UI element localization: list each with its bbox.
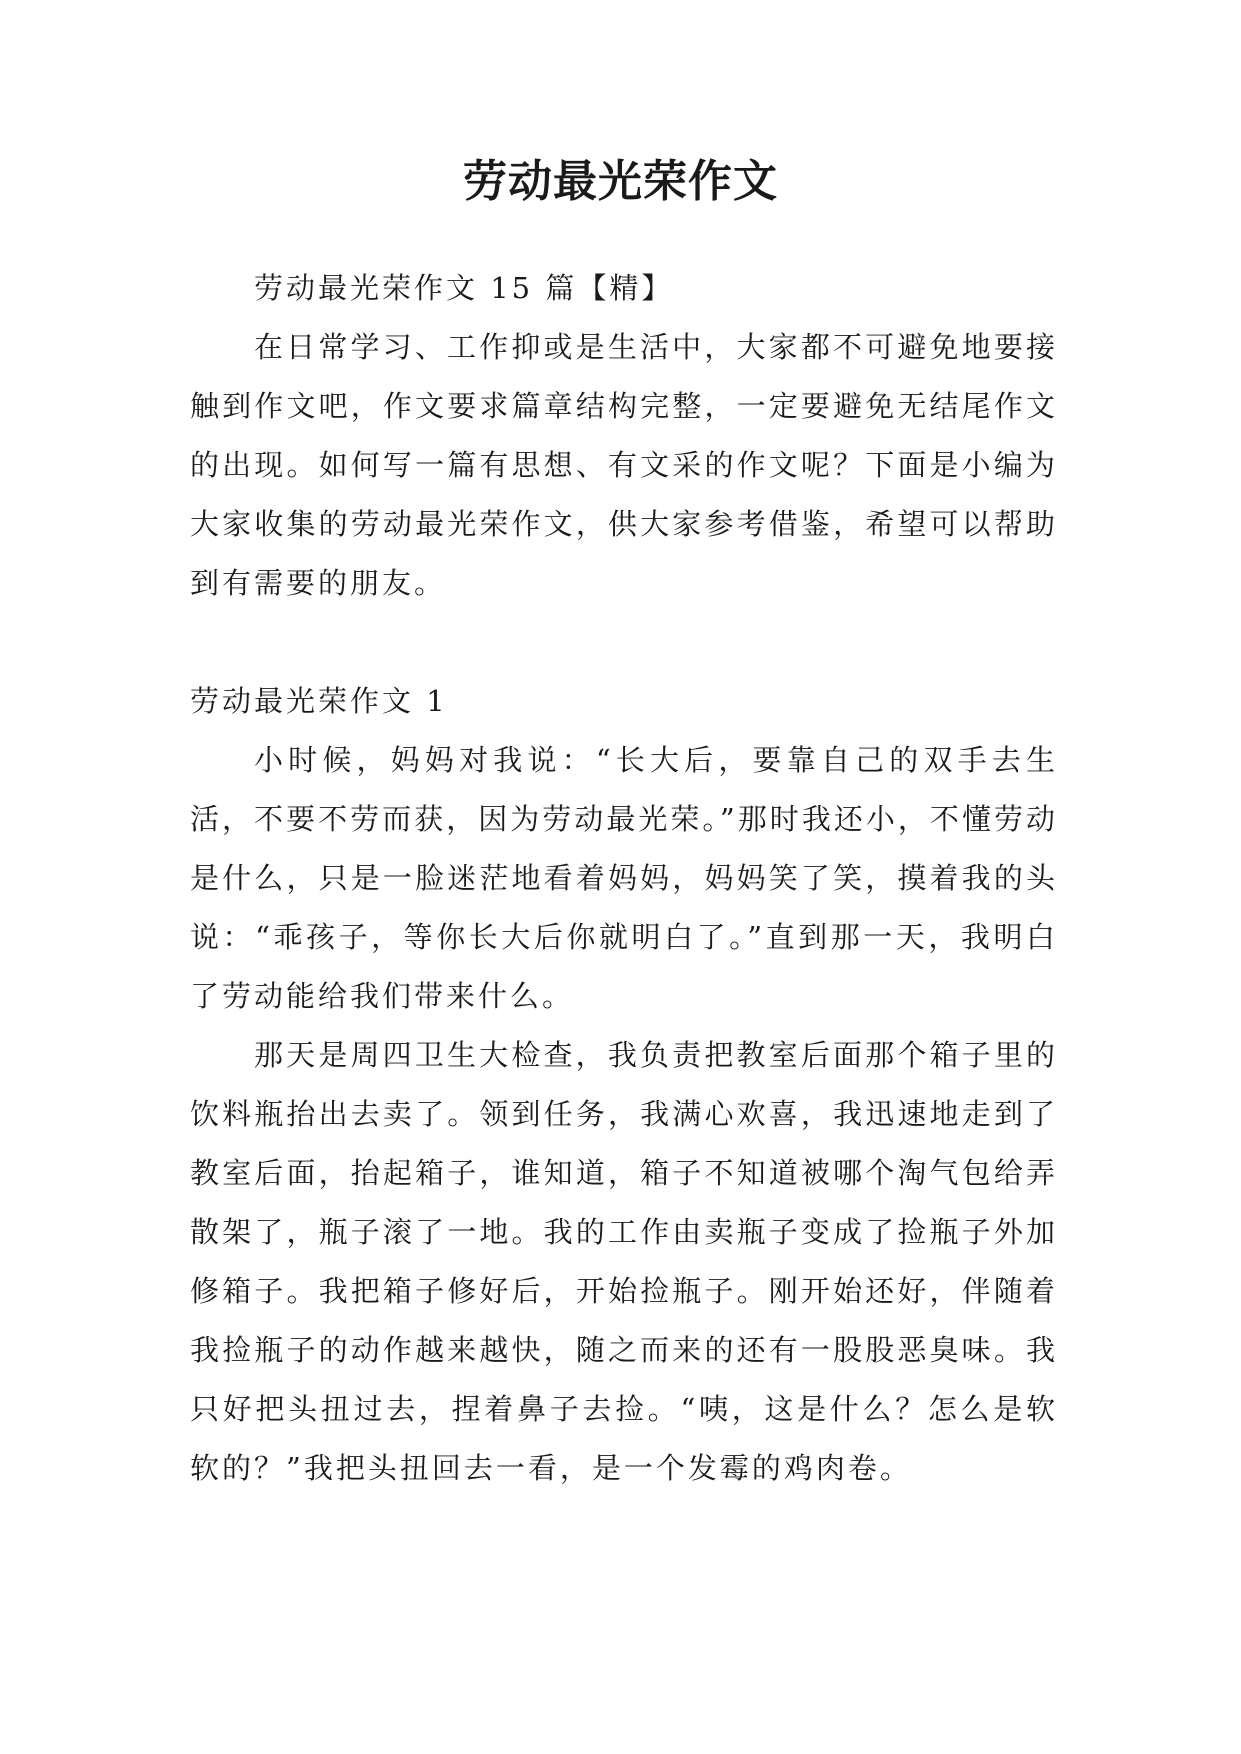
section-heading: 劳动最光荣作文 1 [190,684,448,718]
body-paragraph: 那天是周四卫生大检查，我负责把教室后面那个箱子里的饮料瓶抬出去卖了。领到任务，我满心欢喜，我迅速地走到了教室后面，抬起箱子，谁知道，箱子不知道被哪个淘气包给弄散架了，瓶子滚了一地。我的工作由卖瓶子变成了捡瓶子外加修箱子。我把箱子修好后，开始捡瓶子。刚开始还好，伴随着我捡瓶子的动作越来越快，随之而来的还有一股股恶臭味。我只好把头扭过去，捏着鼻子去捡。“咦，这是什么？怎么是软软的？”我把头扭回去一看，是一个发霉的鸡肉卷。 [190,1038,1058,1485]
document-subtitle: 劳动最光荣作文 15 篇【精】 [254,271,674,305]
body-paragraph: 小时候，妈妈对我说：“长大后，要靠自己的双手去生活，不要不劳而获，因为劳动最光荣。”那时我还小，不懂劳动是什么，只是一脸迷茫地看着妈妈，妈妈笑了笑，摸着我的头说：“乖孩子，等你长大后你就明白了。”直到那一天，我明白了劳动能给我们带来什么。 [190,743,1058,1013]
intro-paragraph: 在日常学习、工作抑或是生活中，大家都不可避免地要接触到作文吧，作文要求篇章结构完整，一定要避免无结尾作文的出现。如何写一篇有思想、有文采的作文呢？下面是小编为大家收集的劳动最光荣作文，供大家参考借鉴，希望可以帮助到有需要的朋友。 [190,330,1058,600]
document-title: 劳动最光荣作文 [463,156,778,207]
document-body [190,259,1058,1498]
